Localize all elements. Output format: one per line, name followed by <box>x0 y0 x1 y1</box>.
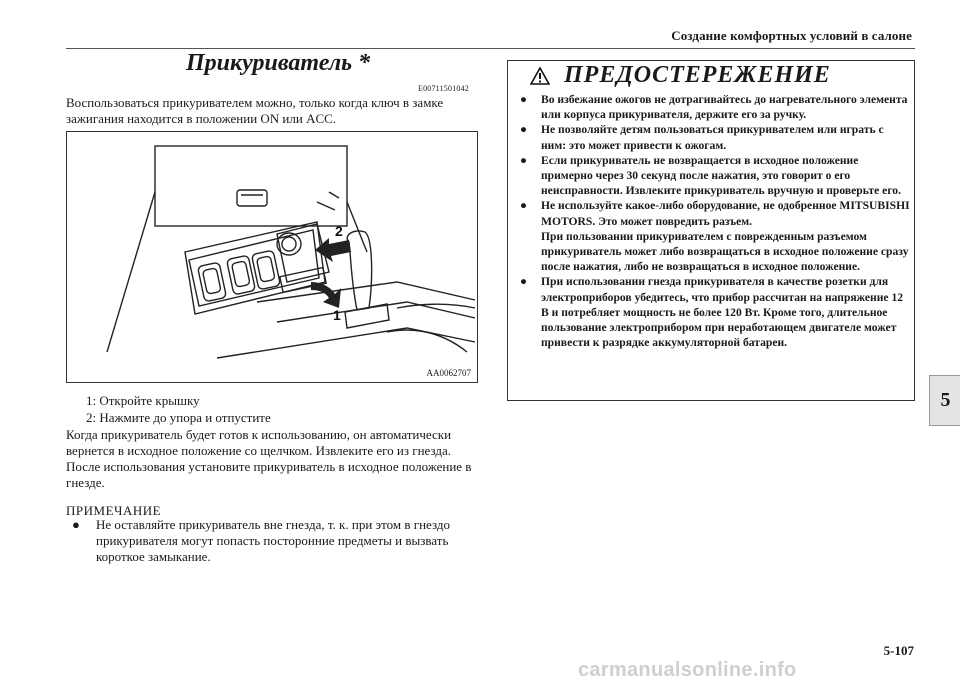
note-item <box>72 517 480 565</box>
open-arrow <box>311 282 341 308</box>
bullet: ● <box>72 517 80 532</box>
steps-list <box>86 393 271 427</box>
push-arrow <box>315 238 351 262</box>
figure-code: AA0062707 <box>426 368 471 378</box>
warning-title: ПРЕДОСТЕРЕЖЕНИЕ <box>564 62 831 88</box>
warning-box <box>507 60 915 401</box>
warning-list <box>520 92 910 350</box>
lighter-illustration <box>67 132 477 382</box>
watermark: carmanualsonline.info <box>578 659 797 681</box>
step-2: 2: Нажмите до упора и отпустите <box>86 410 271 425</box>
warning-item-extra: При пользовании прикуривателем с поврежденным разъемом прикуриватель может либо возвращаться в исходное положение сразу после нажатия, либо не возвращаться в исходное положение. <box>541 229 909 274</box>
usage-paragraph: Когда прикуриватель будет готов к использованию, он автоматически вернется в исходное положение со щелчком. Извлеките его из гнезда. После использования установите прикуриватель в исходное положение в гнезде. <box>66 427 472 490</box>
intro-text: Воспользоваться прикуривателем можно, только когда ключ в замке зажигания находится в положении ON или ACC. <box>66 95 444 126</box>
warning-triangle-icon <box>530 67 550 85</box>
note-heading: ПРИМЕЧАНИЕ <box>66 503 162 518</box>
callout-1: 1 <box>333 307 341 323</box>
section-header: Создание комфортных условий в салоне <box>671 28 912 43</box>
warning-item: ● Если прикуриватель не возвращается в исходное положение примерно через 30 секунд после нажатия, это говорит о его неисправности. Извлеките прикуриватель вручную и проверьте его. <box>520 153 901 198</box>
chapter-tab[interactable]: 5 <box>929 375 960 426</box>
warning-item: ● При использовании гнезда прикуривателя в качестве розетки для электроприборов убедитесь, что прибор рассчитан на напряжение 12 В и потребляет мощность не более 120 Вт. Кроме того, длительное пользование электроприбором при неработающем двигателе может привести к разрядке аккумуляторной батареи. <box>520 275 904 350</box>
page-title: Прикуриватель * <box>186 50 371 76</box>
warning-item: ● Не используйте какое-либо оборудование, не одобренное MITSUBISHI MOTORS. Это может повредить разъем. При пользовании прикуривателем с поврежденным разъемом прикуриватель может либо возвращаться в исходное положение сразу после нажатия, либо не возвращаться в исходное положение. <box>520 199 910 274</box>
warning-item: ● Не позволяйте детям пользоваться прикуривателем или играть с ним: это может привести к ожогам. <box>520 123 884 152</box>
warning-header <box>508 61 914 92</box>
section-code: E00711501042 <box>418 84 469 93</box>
warning-item: ● Во избежание ожогов не дотрагивайтесь до нагревательного элемента или корпуса прикуривателя, держите его за ручку. <box>520 93 908 122</box>
dash-panel <box>155 146 347 226</box>
step-1: 1: Откройте крышку <box>86 393 200 408</box>
callout-2: 2 <box>335 223 343 239</box>
note-text: Не оставляйте прикуриватель вне гнезда, т. к. при этом в гнездо прикуривателя могут попасть посторонние предметы и вызвать короткое замыкание. <box>96 517 450 564</box>
header-divider <box>66 48 915 49</box>
cigarette-lighter-figure <box>66 131 478 383</box>
page-number: 5-107 <box>883 643 914 658</box>
